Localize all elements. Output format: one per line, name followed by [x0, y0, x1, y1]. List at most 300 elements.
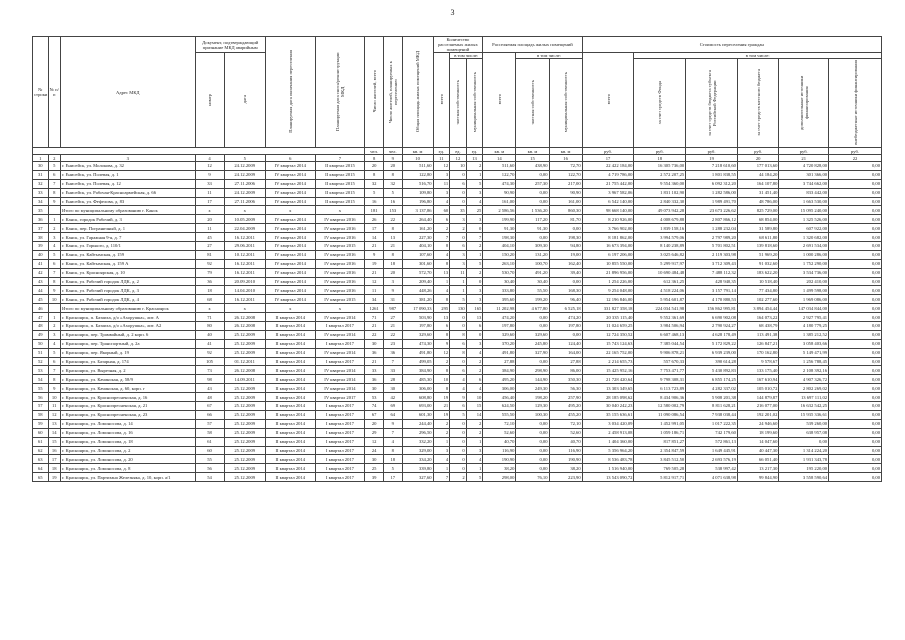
table-cell: 32 [383, 179, 402, 188]
table-cell: 2 108 392,16 [779, 366, 829, 375]
table-cell: 164 107,80 [737, 179, 778, 188]
table-cell: 199,20 [516, 295, 549, 304]
table-cell: 9 [195, 170, 224, 179]
table-cell: 25.12.2009 [224, 384, 265, 393]
table-cell: 1 325 526,00 [779, 215, 829, 224]
table-cell: 16 632 542,25 [779, 402, 829, 411]
table-cell: 332,20 [402, 437, 433, 446]
table-cell: 129,30 [516, 402, 549, 411]
table-cell: 15 [48, 437, 60, 446]
table-cell: 1 385 212,52 [779, 330, 829, 339]
table-cell: 18 [48, 464, 60, 473]
table-cell: 5 [466, 473, 483, 482]
table-cell: 25.12.2009 [224, 402, 265, 411]
table-cell: 33 [383, 366, 402, 375]
table-cell: 21 728 420,64 [582, 375, 634, 384]
table-cell: 306,00 [483, 384, 516, 393]
table-cell: 0 [450, 446, 467, 455]
table-cell: 52 [33, 357, 49, 366]
table-cell: 18 [383, 455, 402, 464]
table-cell: 170 162,80 [737, 348, 778, 357]
table-cell: 601,30 [402, 410, 433, 419]
table-cell: 13 217,30 [737, 464, 778, 473]
table-cell: 8 [365, 170, 384, 179]
table-cell: 0,00 [829, 277, 882, 286]
table-row [33, 304, 882, 313]
table-cell: 13 543 090,72 [582, 473, 634, 482]
unit-cell: руб. [737, 148, 778, 155]
header-residents: Число жителей, всего [365, 37, 384, 148]
address-cell: г. Канск, городок Рабочий, д. 3 [60, 215, 195, 224]
table-cell: 0,00 [516, 197, 549, 206]
table-cell: 14 [466, 410, 483, 419]
table-cell: 381,20 [402, 295, 433, 304]
table-cell: 456,40 [483, 393, 516, 402]
table-cell: 7 [48, 268, 60, 277]
column-number: 20 [737, 155, 778, 162]
table-cell: IV квартал 2014 [315, 384, 365, 393]
table-cell: 2 [466, 366, 483, 375]
table-cell: 34 [365, 295, 384, 304]
table-cell: 38,20 [549, 464, 582, 473]
table-cell: 1 536,20 [516, 206, 549, 215]
table-cell: 8 [450, 330, 467, 339]
table-row [33, 428, 882, 437]
table-cell: IV квартал 2014 [265, 179, 315, 188]
table-cell: 13 [466, 313, 483, 322]
table-row [33, 286, 882, 295]
table-cell: II квартал 2014 [265, 375, 315, 384]
table-cell: 25.12.2009 [224, 410, 265, 419]
table-cell: 21 896 956,00 [582, 268, 634, 277]
table-cell: 3 [466, 295, 483, 304]
unit-cell: ед. [433, 148, 450, 155]
table-cell: 80 [195, 322, 224, 331]
table-cell: II квартал 2014 [265, 455, 315, 464]
table-cell: 8 [433, 330, 450, 339]
table-cell: IV квартал 2014 [315, 348, 365, 357]
table-cell: 21 [433, 402, 450, 411]
table-cell: 0,00 [779, 437, 829, 446]
table-cell: 448,26 [402, 286, 433, 295]
table-cell: 48 [33, 322, 49, 331]
table-cell: 7 [433, 473, 450, 482]
table-cell: 96,40 [549, 295, 582, 304]
table-cell: 3 [48, 233, 60, 242]
table-cell: 8 [433, 295, 450, 304]
table-row [33, 330, 882, 339]
table-cell: 124,40 [549, 339, 582, 348]
table-cell: 55,50 [516, 286, 549, 295]
table-row [33, 268, 882, 277]
table-cell: 27,88 [549, 357, 582, 366]
table-cell: 1 831 102,90 [634, 188, 686, 197]
unit-cell: кв. м [516, 148, 549, 155]
table-cell: 7 218 610,60 [686, 162, 738, 171]
table-cell: 3 [450, 215, 467, 224]
table-cell: II квартал 2014 [265, 410, 315, 419]
table-cell: 11 [195, 224, 224, 233]
header-no-pp: № п/п [48, 37, 60, 148]
table-cell: I квартал 2017 [315, 419, 365, 428]
table-cell: 0 [450, 322, 467, 331]
table-cell: 42 [33, 268, 49, 277]
address-cell: г. Канск, пер. Пограничный, д. 1 [60, 224, 195, 233]
column-number: 10 [402, 155, 433, 162]
header-area-incl: в том числе: [516, 53, 582, 59]
table-cell: 6 [450, 339, 467, 348]
table-cell: 3 712 309,43 [686, 259, 738, 268]
table-row [33, 473, 882, 482]
table-cell: 16 [48, 446, 60, 455]
table-cell: 6 197 206,00 [582, 250, 634, 259]
table-cell: II квартал 2014 [265, 464, 315, 473]
table-cell: 1 [466, 170, 483, 179]
column-number: 4 [195, 155, 224, 162]
table-cell: 190,90 [483, 455, 516, 464]
table-cell: IV квартал 2014 [265, 188, 315, 197]
header-cost-incl: в том числе: [634, 53, 882, 59]
table-cell: 6 939 239,00 [686, 348, 738, 357]
table-cell: 67 [195, 402, 224, 411]
table-cell: 9 [48, 197, 60, 206]
table-cell: 18 [195, 286, 224, 295]
table-cell: 25 [365, 464, 384, 473]
table-cell: 168,30 [549, 286, 582, 295]
column-number: 21 [779, 155, 829, 162]
table-cell: 98 668 140,00 [582, 206, 634, 215]
table-cell: 298,90 [516, 366, 549, 375]
table-cell: 19,00 [549, 250, 582, 259]
table-cell: II квартал 2014 [265, 313, 315, 322]
table-cell: 1 256 788,45 [779, 357, 829, 366]
table-cell: 8 536 483,78 [582, 455, 634, 464]
table-cell: 8 [433, 242, 450, 251]
table-cell: 3 [466, 446, 483, 455]
column-number: 2 [48, 155, 60, 162]
table-cell: 153 [383, 206, 402, 215]
table-cell: 72,10 [549, 419, 582, 428]
table-row [33, 242, 882, 251]
table-cell: 3 [450, 250, 467, 259]
table-cell: II квартал 2014 [265, 393, 315, 402]
table-cell: 198,20 [516, 393, 549, 402]
table-cell: 0,00 [516, 313, 549, 322]
header-cost-group: Стоимость переселения граждан [582, 37, 881, 53]
table-cell: 01.12.2011 [224, 357, 265, 366]
table-cell: 257,90 [549, 393, 582, 402]
table-cell: 30 [365, 339, 384, 348]
table-cell: 10 690 484,48 [634, 268, 686, 277]
table-cell: 71 [195, 313, 224, 322]
table-cell: 624,50 [483, 402, 516, 411]
table-cell: 2 [466, 419, 483, 428]
table-cell: 39,40 [549, 268, 582, 277]
table-cell: 8 [450, 348, 467, 357]
table-cell: 0,00 [829, 215, 882, 224]
address-cell: г. Красноярск, ул. Вырезная, д. 2 [60, 366, 195, 375]
table-cell: II квартал 2014 [265, 348, 315, 357]
table-cell: 20 [365, 419, 384, 428]
table-cell: 1 649 445,91 [686, 446, 738, 455]
table-cell: 2 802 269,02 [779, 384, 829, 393]
table-cell: 9 [365, 250, 384, 259]
table-cell: 4 [433, 197, 450, 206]
table-cell: 224 034 541,98 [634, 304, 686, 313]
table-cell: 395,60 [483, 295, 516, 304]
table-cell: 1 [466, 250, 483, 259]
address-cell: г. Канск, ул. Рабочий городок ЛДК, д. 3 [60, 286, 195, 295]
table-cell: 22 165 752,00 [582, 348, 634, 357]
table-cell: 3 [466, 339, 483, 348]
table-cell: IV квартал 2016 [315, 224, 365, 233]
table-cell: 327,60 [402, 473, 433, 482]
table-cell: 0,00 [829, 455, 882, 464]
table-cell: 8 434 906,36 [634, 393, 686, 402]
table-cell: 2 [466, 268, 483, 277]
table-cell: 12 580 002,79 [634, 402, 686, 411]
table-cell: 202 410,00 [779, 277, 829, 286]
table-cell: I квартал 2017 [315, 322, 365, 331]
table-cell: 5 [466, 179, 483, 188]
table-row [33, 179, 882, 188]
address-cell: г. Красноярск, ул. Ломоносова, д. 18 [60, 437, 195, 446]
table-cell: IV квартал 2014 [265, 250, 315, 259]
table-cell: 0 [450, 188, 467, 197]
table-cell: 329,60 [483, 330, 516, 339]
table-cell: 9 554 360,00 [634, 179, 686, 188]
table-cell: 455,20 [549, 410, 582, 419]
table-cell: 5 [48, 162, 60, 171]
table-cell: 60 [433, 206, 450, 215]
table-cell: I квартал 2017 [315, 437, 365, 446]
unit-cell: ед. [466, 148, 483, 155]
table-cell: 12 [365, 277, 384, 286]
table-cell: 3 034 420,09 [582, 419, 634, 428]
table-cell: 50 [33, 339, 49, 348]
table-cell: 99 844,90 [737, 473, 778, 482]
table-cell: 4 [48, 339, 60, 348]
table-cell: 30 [365, 455, 384, 464]
table-cell: 105 010,72 [737, 384, 778, 393]
table-cell: 9 906 878,21 [634, 348, 686, 357]
table-cell: 0,00 [516, 464, 549, 473]
table-cell: 33 [365, 366, 384, 375]
table-cell: 3 [466, 188, 483, 197]
table-cell: 19 [433, 393, 450, 402]
table-cell: 0 [450, 437, 467, 446]
table-cell: 199,90 [483, 215, 516, 224]
table-cell: 53 [365, 393, 384, 402]
table-cell: 164,00 [549, 348, 582, 357]
table-cell: 30 040 242,23 [582, 402, 634, 411]
table-cell: 8 140 238,89 [634, 242, 686, 251]
column-number: 9 [383, 155, 402, 162]
table-cell: 0,00 [829, 179, 882, 188]
table-cell: 491,80 [402, 348, 433, 357]
table-cell: 197,80 [402, 322, 433, 331]
table-cell: 0 [450, 419, 467, 428]
table-cell: 68 438,79 [737, 322, 778, 331]
table-cell: 54 [195, 473, 224, 482]
table-cell: 21 755 442,00 [582, 179, 634, 188]
table-cell: 0 [466, 224, 483, 233]
table-cell: 25.12.2009 [224, 446, 265, 455]
table-cell: 1 288 232,04 [686, 224, 738, 233]
table-cell: 264,40 [402, 215, 433, 224]
table-cell: 495,20 [549, 402, 582, 411]
unit-cell: руб. [582, 148, 634, 155]
table-cell: IV квартал 2016 [315, 259, 365, 268]
table-cell: 10 [433, 375, 450, 384]
table-cell: 7 [48, 366, 60, 375]
table-cell: 0,00 [516, 446, 549, 455]
table-cell: 20 [383, 162, 402, 171]
table-cell: 2 691 534,00 [779, 242, 829, 251]
table-cell: 35 155 636,61 [582, 410, 634, 419]
header-planned-demolish: Планируемая дата сноса/реконструкции МКД [315, 37, 365, 148]
column-number: 14 [483, 155, 516, 162]
table-cell: 21 [365, 268, 384, 277]
table-cell: 164 073,22 [737, 313, 778, 322]
table-cell: II квартал 2014 [265, 446, 315, 455]
table-cell: 5 [365, 188, 384, 197]
table-cell: 22 [383, 330, 402, 339]
table-cell: 11 [195, 188, 224, 197]
table-cell: II квартал 2014 [265, 428, 315, 437]
table-cell: 45 [195, 233, 224, 242]
table-cell: 6 [466, 375, 483, 384]
table-cell: 25.12.2009 [224, 330, 265, 339]
address-cell: г. Красноярск, ул. Качинская, д. 58/9 [60, 375, 195, 384]
table-cell: 57 [33, 402, 49, 411]
table-cell: I квартал 2017 [315, 446, 365, 455]
address-cell: г. Красноярск, ул. Ломоносова, д. 16 [60, 428, 195, 437]
table-cell: 91 032,60 [737, 259, 778, 268]
table-cell: IV квартал 2015 [315, 295, 365, 304]
table-cell: 54 [33, 375, 49, 384]
table-cell: 23 [383, 339, 402, 348]
address-cell: г. Красноярск, п. Базаиха, д/о «Ахорушка», лит. А2 [60, 322, 195, 331]
table-cell: 6 092 312,20 [686, 179, 738, 188]
table-cell: 2 927 795,41 [779, 313, 829, 322]
table-cell: 1 017 222,35 [686, 419, 738, 428]
table-cell: 0,00 [829, 473, 882, 482]
header-area-group: Расселяемая площадь жилых помещений [483, 37, 582, 53]
table-cell: 1 314 224,20 [779, 446, 829, 455]
table-cell: 192 201,02 [737, 410, 778, 419]
table-cell: II квартал 2014 [265, 330, 315, 339]
column-number: 16 [549, 155, 582, 162]
table-cell: 245,80 [516, 339, 549, 348]
table-cell: 25.12.2009 [224, 419, 265, 428]
table-cell: 350,30 [549, 375, 582, 384]
table-cell: 22 422 184,00 [582, 162, 634, 171]
table-cell: 3 058 403,66 [779, 339, 829, 348]
table-cell: 3 [383, 277, 402, 286]
table-cell: 24.12.2009 [224, 188, 265, 197]
table-cell: 384,90 [402, 366, 433, 375]
table-cell: IV квартал 2014 [315, 330, 365, 339]
table-cell: 3 157 791,14 [686, 286, 738, 295]
table-cell: 35 [33, 206, 49, 215]
table-cell: 15 743 124,63 [582, 339, 634, 348]
table-cell: 5 908 201,38 [686, 393, 738, 402]
table-cell: 1 059 186,71 [634, 428, 686, 437]
table-cell: 2 [450, 473, 467, 482]
table-cell: 6 [466, 322, 483, 331]
table-cell: 109,80 [402, 188, 433, 197]
table-cell: 92 [195, 348, 224, 357]
table-cell: 22 [383, 215, 402, 224]
table-cell: 13 [48, 419, 60, 428]
address-cell: г. Красноярск, ул. Базарная, д. 174 [60, 357, 195, 366]
table-row [33, 313, 882, 322]
table-cell: 2 [433, 428, 450, 437]
address-cell: г. Канск, ул. Красноярская, д. 10 [60, 268, 195, 277]
table-cell: 26 [365, 215, 384, 224]
table-cell: 0,00 [549, 277, 582, 286]
column-number: 13 [466, 155, 483, 162]
table-cell: 36 [365, 348, 384, 357]
table-cell [48, 206, 60, 215]
table-cell: 0,00 [829, 366, 882, 375]
table-cell: 25.12.2009 [224, 348, 265, 357]
table-cell: 40,70 [549, 437, 582, 446]
table-cell: 0 [450, 428, 467, 437]
table-cell: 0,00 [829, 250, 882, 259]
table-row [33, 393, 882, 402]
table-cell: 0,00 [829, 437, 882, 446]
table-cell: 5 [450, 295, 467, 304]
table-cell: 167 610,94 [737, 375, 778, 384]
table-cell: 3 558 590,64 [779, 473, 829, 482]
table-cell: 24 [365, 446, 384, 455]
table-cell: 15 095 240,00 [779, 206, 829, 215]
table-cell: II квартал 2015 [315, 179, 365, 188]
table-cell: 17 [48, 455, 60, 464]
table-cell: 13 [383, 233, 402, 242]
table-cell: 9 [48, 286, 60, 295]
table-cell: 6 855 174,25 [686, 375, 738, 384]
table-cell: 0,00 [516, 233, 549, 242]
table-cell: 43 [195, 384, 224, 393]
table-cell: 7 938 038,44 [686, 410, 738, 419]
table-cell: 25.12.2009 [224, 473, 265, 482]
table-cell: 10 [48, 393, 60, 402]
table-cell: 0 [466, 277, 483, 286]
table-cell: 0,00 [829, 233, 882, 242]
table-cell: 105 [195, 357, 224, 366]
table-cell: 0,00 [829, 206, 882, 215]
column-number: 17 [582, 155, 634, 162]
table-cell: II квартал 2014 [265, 402, 315, 411]
table-cell: 0,00 [829, 162, 882, 171]
table-cell: 17 [383, 473, 402, 482]
table-cell: 0,00 [829, 268, 882, 277]
header-cost-subject: за счет средств бюджета субъекта Российской Федерации [686, 59, 738, 148]
column-number: 15 [516, 155, 549, 162]
table-cell: 144 879,87 [737, 393, 778, 402]
table-cell: 3 [48, 330, 60, 339]
column-number: 7 [315, 155, 365, 162]
table-cell: II квартал 2014 [265, 437, 315, 446]
table-cell: 16 673 394,00 [582, 242, 634, 251]
table-cell: 86,00 [549, 366, 582, 375]
table-cell: 9 [48, 384, 60, 393]
address-cell: Итого по муниципальному образованию г. Канск [60, 206, 195, 215]
table-cell: I квартал 2017 [315, 339, 365, 348]
